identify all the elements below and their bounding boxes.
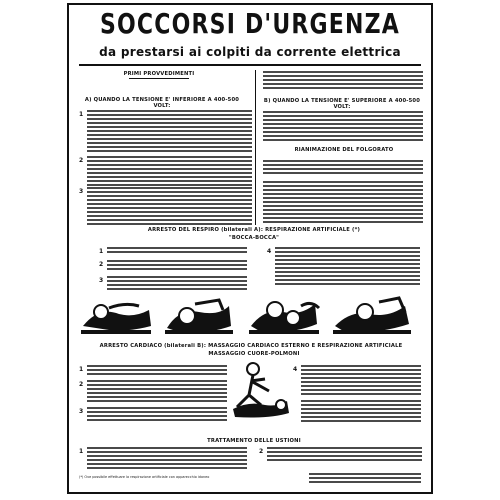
poster-title: SOCCORSI D'URGENZA bbox=[99, 9, 401, 41]
paragraph-block bbox=[87, 380, 227, 404]
illustration-mouth-clear bbox=[81, 304, 151, 334]
illustration-row bbox=[79, 296, 425, 336]
step-number: 3 bbox=[79, 188, 84, 195]
heading-ustioni: TRATTAMENTO DELLE USTIONI bbox=[207, 438, 301, 444]
paragraph-block bbox=[263, 71, 423, 91]
illustration-mouth-to-mouth bbox=[249, 302, 319, 334]
safety-poster bbox=[67, 3, 433, 494]
step-number: 1 bbox=[79, 366, 84, 373]
step-number: 2 bbox=[79, 157, 84, 164]
heading-tension-high: B) QUANDO LA TENSIONE E' SUPERIORE A 400-500 VOLT: bbox=[263, 98, 421, 110]
heading-underline bbox=[129, 78, 189, 79]
step-number: 4 bbox=[293, 366, 298, 373]
paragraph-block bbox=[263, 181, 423, 225]
paragraph-block bbox=[107, 260, 247, 272]
illustration-cpr bbox=[229, 361, 291, 421]
step-number: 3 bbox=[99, 277, 104, 284]
step-number: 1 bbox=[79, 111, 84, 118]
paragraph-block bbox=[263, 160, 423, 176]
illustration-head-tilt bbox=[165, 300, 233, 334]
heading-massaggio: MASSAGGIO CUORE-POLMONI bbox=[208, 351, 300, 357]
publisher-note bbox=[309, 473, 421, 485]
paragraph-block bbox=[87, 447, 247, 471]
illustration-check-breath bbox=[333, 298, 411, 334]
footnote: (*) Ove possibile effettuare la respirazione artificiale con apparecchio idoneo bbox=[79, 475, 210, 479]
paragraph-block bbox=[87, 407, 227, 423]
paragraph-block bbox=[301, 400, 421, 424]
paragraph-block bbox=[87, 110, 252, 154]
title-rule bbox=[79, 64, 421, 66]
paragraph-block bbox=[267, 447, 422, 463]
step-number: 2 bbox=[79, 381, 84, 388]
paragraph-block bbox=[87, 187, 252, 227]
step-number: 4 bbox=[267, 248, 272, 255]
heading-respirazione: ARRESTO DEL RESPIRO (bilaterali A): RESPIRAZIONE ARTIFICIALE (*) bbox=[147, 227, 361, 233]
paragraph-block bbox=[275, 247, 420, 287]
paragraph-block bbox=[263, 111, 423, 143]
paragraph-block bbox=[87, 156, 252, 188]
heading-rianimazione: RIANIMAZIONE DEL FOLGORATO bbox=[294, 147, 394, 153]
paragraph-block bbox=[87, 365, 227, 377]
step-number: 1 bbox=[99, 248, 104, 255]
step-number: 3 bbox=[79, 408, 84, 415]
poster-subtitle: da prestarsi ai colpiti da corrente elettrica bbox=[99, 45, 401, 59]
heading-arresto-cardiaco: ARRESTO CARDIACO (bilaterali B): MASSAGGIO CARDIACO ESTERNO E RESPIRAZIONE ARTIFICIALE bbox=[99, 343, 403, 349]
heading-tension-low: A) QUANDO LA TENSIONE E' INFERIORE A 400-500 VOLT: bbox=[84, 97, 240, 109]
paragraph-block bbox=[107, 276, 247, 292]
step-number: 1 bbox=[79, 448, 84, 455]
step-number: 2 bbox=[259, 448, 264, 455]
heading-bocca-bocca: "BOCCA-BOCCA" bbox=[228, 235, 280, 241]
paragraph-block bbox=[301, 365, 421, 397]
heading-primi-provvedimenti: PRIMI PROVVEDIMENTI bbox=[123, 71, 195, 77]
column-divider bbox=[255, 70, 256, 225]
step-number: 2 bbox=[99, 261, 104, 268]
paragraph-block bbox=[107, 247, 247, 255]
